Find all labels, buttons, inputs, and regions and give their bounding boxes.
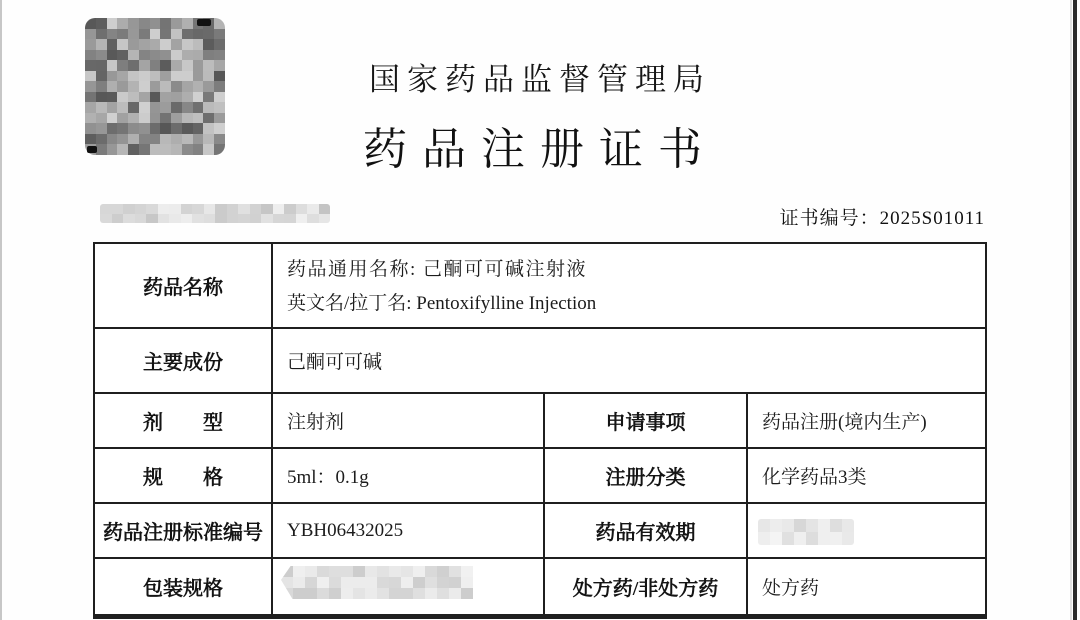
main-ingredient-value: 己酮可可碱 bbox=[273, 329, 985, 394]
certificate-title: 药品注册证书 bbox=[363, 125, 717, 174]
english-name-line: 英文名/拉丁名: Pentoxifylline Injection bbox=[287, 293, 597, 314]
issuing-authority: 国家药品监督管理局 bbox=[369, 62, 711, 97]
certificate-number bbox=[780, 203, 985, 230]
redacted-package-spec bbox=[281, 566, 473, 599]
standard-no-value: YBH06432025 bbox=[273, 504, 545, 559]
certificate-number-label: 证书编号： bbox=[779, 208, 880, 229]
registration-class-value: 化学药品3类 bbox=[748, 449, 985, 504]
generic-name-line: 药品通用名称: 己酮可可碱注射液 bbox=[287, 259, 588, 280]
rx-type-value: 处方药 bbox=[762, 578, 820, 599]
specification-value: 5ml：0.1g bbox=[273, 449, 545, 504]
dosage-form-value: 注射剂 bbox=[273, 394, 545, 449]
application-item-label: 申请事项 bbox=[545, 394, 748, 449]
dosage-form-label: 剂 型 bbox=[95, 394, 273, 449]
package-spec-label: 包装规格 bbox=[95, 559, 273, 614]
registration-table bbox=[93, 242, 987, 619]
certificate-number-value: 2025S01011 bbox=[879, 208, 985, 229]
application-item-value: 药品注册(境内生产) bbox=[748, 394, 985, 449]
registration-class-label: 注册分类 bbox=[545, 449, 748, 504]
redacted-holder-name bbox=[100, 204, 330, 223]
main-ingredient-label: 主要成份 bbox=[95, 329, 273, 394]
specification-label: 规 格 bbox=[95, 449, 273, 504]
redacted-validity-date bbox=[758, 519, 854, 545]
qr-corner-mark bbox=[197, 19, 211, 26]
drug-name-cell bbox=[273, 244, 985, 329]
rx-type-label: 处方药/非处方药 bbox=[545, 559, 748, 614]
standard-no-label: 药品注册标准编号 bbox=[95, 504, 273, 559]
validity-label: 药品有效期 bbox=[545, 504, 748, 559]
drug-name-label: 药品名称 bbox=[95, 244, 273, 329]
